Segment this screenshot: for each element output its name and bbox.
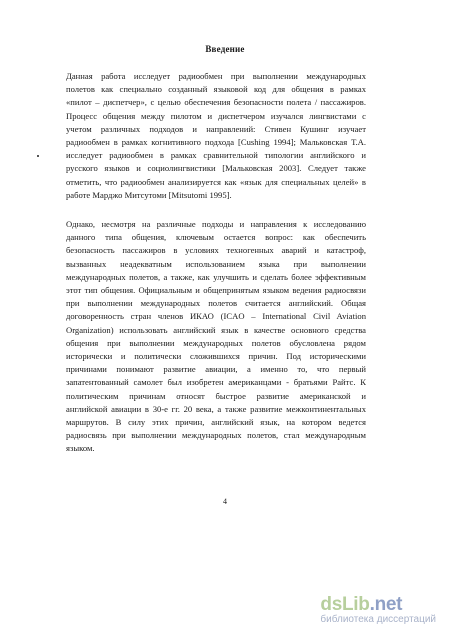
margin-mark [37, 155, 39, 157]
paragraph-1 [66, 70, 366, 202]
text-line: Organization) использовать английский язык в качестве основного средства [66, 324, 366, 335]
paragraph-2 [66, 218, 366, 456]
text-line: Однако, несмотря на различные подходы и направления к исследованию [66, 219, 366, 229]
text-line: вызванных неадекватным использованием языка при выполнении [66, 258, 366, 269]
watermark-logo [320, 594, 436, 616]
text-line: Данная работа исследует радиообмен при выполнении международных [66, 71, 366, 81]
text-line: радиообмен в рамках когнитивного подхода [Cushing 1994]; Мальковская Т.А. [66, 137, 366, 148]
text-line: маршрутов. В силу этих причин, английский язык, на котором ведется [66, 417, 366, 428]
text-line: «пилот – диспетчер», с целью обеспечения безопасности полета / пассажиров. [66, 97, 366, 108]
text-line: работе Марджо Митсутоми [Mitsutomi 1995]. [66, 189, 232, 200]
page-title: Введение [205, 44, 245, 54]
text-line: полетов как специально созданный языковой код для общения в рамках [66, 84, 366, 95]
watermark-logo-part2: .net [369, 594, 403, 615]
text-line: данного типа общения, ключевым остается вопрос: как обеспечить [66, 232, 366, 243]
text-line: Процесс общения между пилотом и диспетчером изучался лингвистами с [66, 110, 366, 121]
text-line: этот тип общения. Официальным и общепринятым языком ведения радиосвязи [66, 285, 366, 296]
watermark [320, 594, 436, 625]
text-line: причинами понимают развитие авиации, а именно то, что первый [66, 364, 366, 375]
text-line: английской авиации в 30-е гг. 20 века, а также развитие межконтинентальных [66, 403, 366, 414]
text-line: радиосвязь при выполнении международных полетов, стал международным [66, 430, 366, 441]
text-line: русского языков и социолингвистики [Мальковская 2003]. Следует также [66, 163, 366, 174]
text-line: политическим причинам относят быстрое развитие американской и [66, 390, 366, 401]
text-line: международных полетов, а также, как улучшить и сделать более эффективным [66, 271, 366, 282]
text-line: запатентованный самолет был изобретен американцами - братьями Райтс. К [66, 377, 366, 388]
text-line: договоренность стран членов ИКАО (ICAO – International Civil Aviation [66, 311, 366, 322]
text-line: исторически и политически сложившихся причин. Под историческими [66, 351, 366, 362]
page-number: 4 [223, 497, 227, 506]
text-line: общения при выполнении международных полетов обусловлена рядом [66, 337, 366, 348]
watermark-logo-part1: dsLib [320, 594, 370, 615]
text-line: языком. [66, 443, 95, 454]
watermark-subtitle: библиотека диссертаций [320, 614, 436, 625]
text-line: исследует радиообмен в рамках сравнительной типологии английского и [66, 150, 366, 161]
text-line: безопасность пассажиров в условиях техногенных аварий и катастроф, [66, 245, 366, 256]
text-line: при выполнении международных полетов считается английский. Общая [66, 298, 366, 309]
text-line: учетом различных подходов и направлений: Стивен Кушинг изучает [66, 123, 366, 134]
text-line: отметить, что радиообмен анализируется как «язык для специальных целей» в [66, 176, 366, 187]
